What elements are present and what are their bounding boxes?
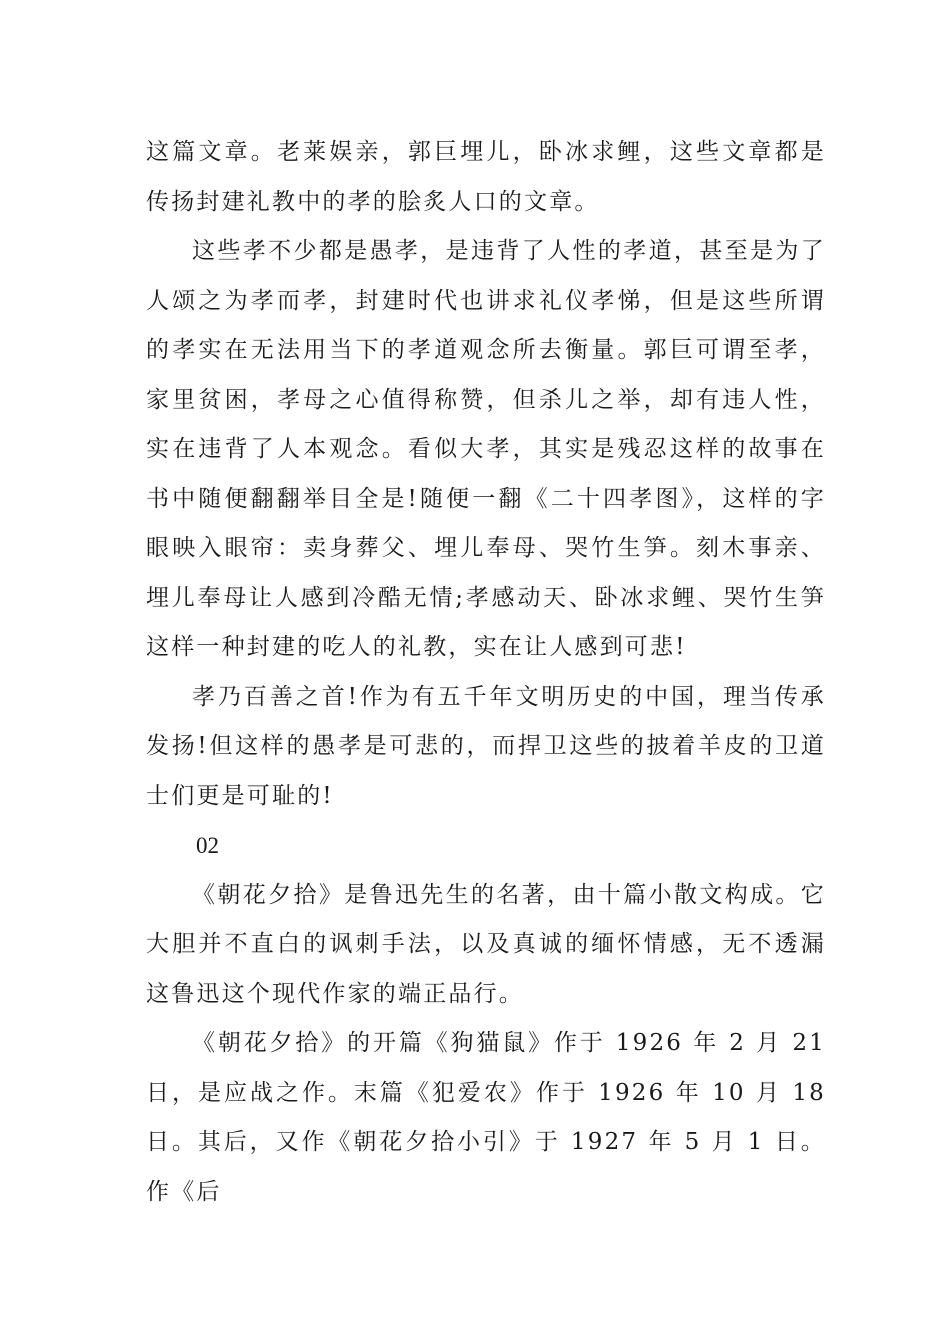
paragraph-continuation: 这篇文章。老莱娱亲，郭巨埋儿，卧冰求鲤，这些文章都是传扬封建礼教中的孝的脍炙人口的文章。 [146, 139, 826, 215]
paragraph-filial-piety-critique: 这些孝不少都是愚孝，是违背了人性的孝道，甚至是为了人颂之为孝而孝，封建时代也讲求礼仪孝悌，但是这些所谓的孝实在无法用当下的孝道观念所去衡量。郭巨可谓至孝，家里贫困，孝母之心值得称赞，但杀儿之举，却有违人性，实在违背了人本观念。看似大孝，其实是残忍这样的故事在书中随便翻翻举目全是!随便一翻《二十四孝图》，这样的字眼映入眼帘：卖身葬父、埋儿奉母、哭竹生笋。刻木事亲、埋儿奉母让人感到冷酷无情;孝感动天、卧冰求鲤、哭竹生笋这样一种封建的吃人的礼教，实在让人感到可悲! [146, 238, 826, 660]
paragraph-book-intro: 《朝花夕拾》是鲁迅先生的名著，由十篇小散文构成。它大胆并不直白的讽刺手法，以及真诚的缅怀情感，无不透漏这鲁迅这个现代作家的端正品行。 [146, 881, 826, 1007]
document-body [146, 128, 826, 1217]
section-number: 02 [196, 833, 219, 858]
paragraph-filial-piety-conclusion: 孝乃百善之首!作为有五千年文明历史的中国，理当传承发扬!但这样的愚孝是可悲的，而捍卫这些的披着羊皮的卫道士们更是可耻的! [146, 683, 826, 809]
paragraph-book-dates: 《朝花夕拾》的开篇《狗猫鼠》作于 1926 年 2 月 21 日，是应战之作。末篇《犯爱农》作于 1926 年 10 月 18 日。其后，又作《朝花夕拾小引》于 1927 年 5 月 1 日。作《后 [146, 1030, 826, 1205]
